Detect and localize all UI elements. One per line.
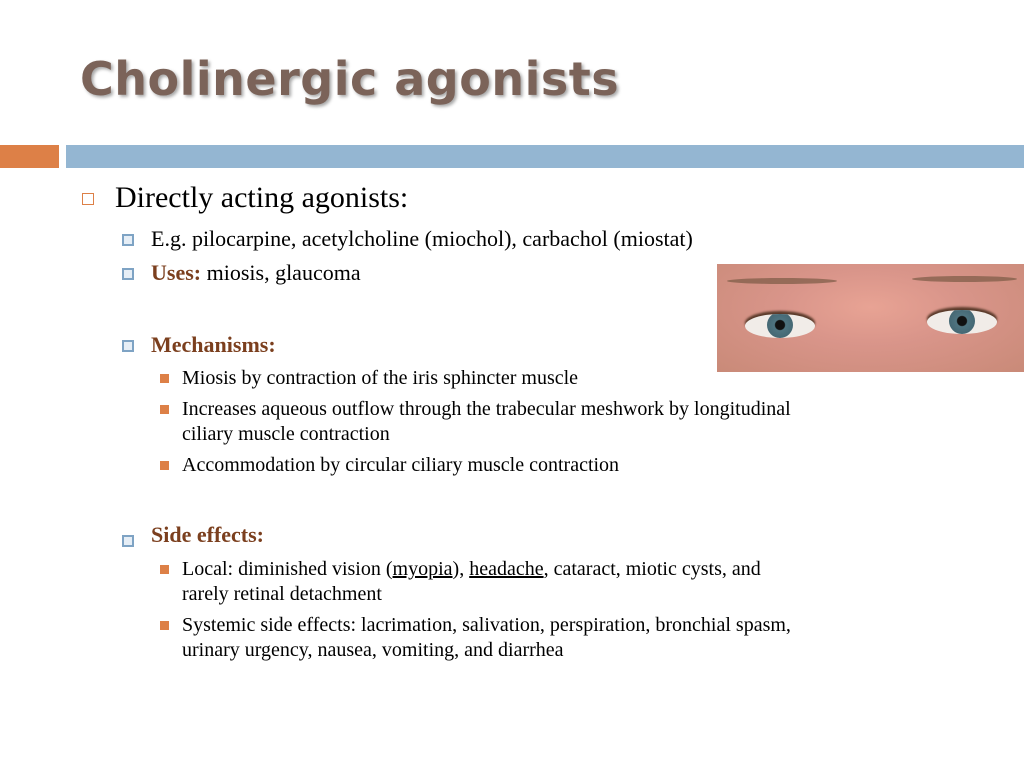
uses-text: miosis, glaucoma [201,260,361,285]
mechanism-item: Miosis by contraction of the iris sphincter muscle [182,367,579,389]
mechanism-item-cont: ciliary muscle contraction [182,423,390,445]
side-effect-systemic-cont: urinary urgency, nausea, vomiting, and diarrhea [182,639,564,661]
mechanisms-label: Mechanisms: [151,332,276,357]
miosis-eyes-photo [717,264,1024,372]
text: ), [452,558,470,580]
bullet-examples: E.g. pilocarpine, acetylcholine (miochol), carbachol (miostat) [151,226,693,251]
bullet-directly-acting: Directly acting agonists: [115,181,409,214]
square-bullet-icon [122,268,134,280]
mechanism-item: Accommodation by circular ciliary muscle contraction [182,454,620,476]
iris [949,310,975,334]
hollow-square-bullet-icon [82,193,94,205]
filled-square-bullet-icon [160,405,169,414]
headache-link[interactable]: headache [469,558,544,580]
side-effect-local-cont: rarely retinal detachment [182,583,382,605]
slide-title: Cholinergic agonists [80,52,620,106]
uses-label: Uses: [151,260,202,285]
accent-bar-blue [66,145,1024,168]
filled-square-bullet-icon [160,461,169,470]
myopia-link[interactable]: myopia [392,558,453,580]
square-bullet-icon [122,535,134,547]
filled-square-bullet-icon [160,565,169,574]
square-bullet-icon [122,340,134,352]
eye [745,314,815,338]
accent-bar-orange [0,145,59,168]
side-effect-local [182,557,761,582]
side-effects-label: Side effects: [151,522,265,547]
eyebrow [727,278,837,284]
text: , cataract, miotic cysts, and [543,558,761,580]
eyebrow [912,276,1017,282]
bullet-uses [151,260,361,286]
side-effect-systemic: Systemic side effects: lacrimation, salivation, perspiration, bronchial spasm, [182,614,791,636]
iris [767,314,793,338]
mechanism-item: Increases aqueous outflow through the trabecular meshwork by longitudinal [182,398,791,420]
text: Local: diminished vision ( [182,558,393,580]
filled-square-bullet-icon [160,621,169,630]
eye [927,310,997,334]
square-bullet-icon [122,234,134,246]
filled-square-bullet-icon [160,374,169,383]
